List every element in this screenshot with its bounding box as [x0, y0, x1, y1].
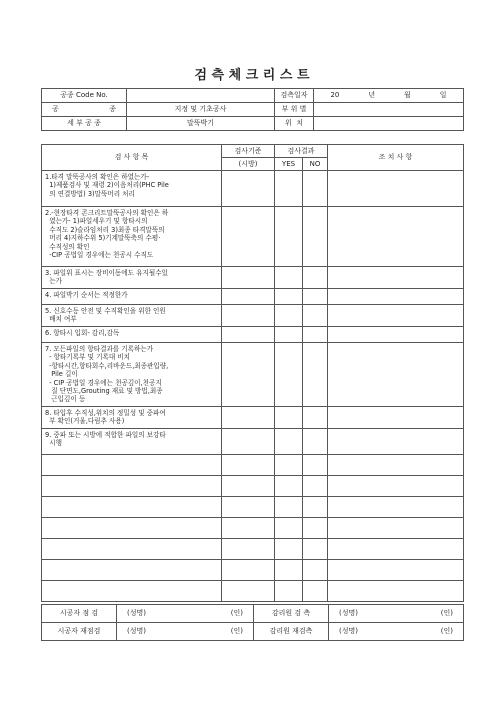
supervisor-reinspect-seal: (인): [440, 627, 453, 635]
check-action-cell[interactable]: [328, 289, 464, 305]
check-no-cell[interactable]: [303, 454, 328, 475]
check-no-cell[interactable]: [303, 496, 328, 517]
check-yes-cell[interactable]: [275, 428, 303, 454]
header-info-table: [41, 88, 464, 131]
supervisor-inspect-name: (성명): [339, 609, 358, 617]
col-header-standard-sub: (시방): [222, 158, 275, 171]
contractor-recheck-name: (성명): [127, 627, 146, 635]
check-yes-cell[interactable]: [275, 207, 303, 267]
col-header-result: 검사결과: [275, 145, 328, 158]
date-year-unit: 년: [368, 91, 376, 99]
table-row: [42, 289, 464, 305]
check-yes-cell[interactable]: [275, 517, 303, 538]
signature-table: [41, 604, 464, 641]
contractor-check-sign[interactable]: [117, 605, 254, 623]
part-label: 부 위 별: [275, 103, 314, 117]
check-yes-cell[interactable]: [275, 343, 303, 407]
check-action-cell[interactable]: [328, 327, 464, 343]
check-no-cell[interactable]: [303, 406, 328, 428]
check-yes-cell[interactable]: [275, 580, 303, 601]
page-title: 검 측 체 크 리 스 트: [194, 68, 310, 83]
supervisor-inspect-seal: (인): [440, 609, 453, 617]
check-yes-cell[interactable]: [275, 171, 303, 207]
check-no-cell[interactable]: [303, 428, 328, 454]
check-standard-cell[interactable]: [222, 454, 275, 475]
check-action-cell[interactable]: [328, 428, 464, 454]
check-no-cell[interactable]: [303, 559, 328, 580]
check-standard-cell[interactable]: [222, 517, 275, 538]
table-row: [42, 538, 464, 559]
check-action-cell[interactable]: [328, 207, 464, 267]
location-label: 위 치: [275, 117, 314, 131]
check-action-cell[interactable]: [328, 343, 464, 407]
check-standard-cell[interactable]: [222, 428, 275, 454]
contractor-recheck-label: 시공자 재점검: [42, 623, 117, 641]
table-row: [42, 207, 464, 267]
check-item: [42, 559, 222, 580]
check-item: 6. 항타시 입회- 감리,감독: [42, 327, 222, 343]
check-yes-cell[interactable]: [275, 538, 303, 559]
col-header-standard: 검사기준: [222, 145, 275, 158]
check-item: 5. 신호수등 안전 및 수직확인을 위한 인원 배치 여부: [42, 305, 222, 327]
contractor-check-label: 시공자 점 검: [42, 605, 117, 623]
date-month-unit: 월: [404, 91, 411, 99]
check-standard-cell[interactable]: [222, 305, 275, 327]
date-value[interactable]: [314, 89, 464, 103]
table-row: [42, 406, 464, 428]
check-yes-cell[interactable]: [275, 289, 303, 305]
table-row: [42, 517, 464, 538]
col-header-action: 조 치 사 항: [328, 145, 464, 171]
check-action-cell[interactable]: [328, 406, 464, 428]
contractor-check-name: (성명): [127, 609, 146, 617]
check-standard-cell[interactable]: [222, 327, 275, 343]
check-no-cell[interactable]: [303, 580, 328, 601]
table-row: [42, 327, 464, 343]
check-no-cell[interactable]: [303, 327, 328, 343]
check-action-cell[interactable]: [328, 496, 464, 517]
table-row: [42, 171, 464, 207]
table-row: [42, 305, 464, 327]
table-row: [42, 496, 464, 517]
subtrade-label: 세 부 공 종: [42, 117, 127, 131]
check-action-cell[interactable]: [328, 305, 464, 327]
check-action-cell[interactable]: [328, 580, 464, 601]
check-no-cell[interactable]: [303, 343, 328, 407]
table-row: [42, 267, 464, 289]
trade-value: 지정 및 기초공사: [127, 103, 275, 117]
check-item: 3. 파일위 표시는 장비이동에도 유지될수있 는가: [42, 267, 222, 289]
check-standard-cell[interactable]: [222, 496, 275, 517]
check-item: 7. 모든파일의 항타결과를 기록하는가 - 항타기록부 및 기록대 비치 -항타시간,항타회수,리바운드,최종관입량, Pile 길이 - CIP 공법일 경우에는 천공깊이,천공지 질 단면도,Grouting 재료 및 방법,최종 근입깊이 등: [42, 343, 222, 407]
supervisor-reinspect-name: (성명): [339, 627, 358, 635]
check-action-cell[interactable]: [328, 454, 464, 475]
check-action-cell[interactable]: [328, 559, 464, 580]
check-yes-cell[interactable]: [275, 305, 303, 327]
supervisor-inspect-label: 감리원 검 측: [254, 605, 329, 623]
check-standard-cell[interactable]: [222, 580, 275, 601]
check-yes-cell[interactable]: [275, 406, 303, 428]
check-standard-cell[interactable]: [222, 207, 275, 267]
check-standard-cell[interactable]: [222, 343, 275, 407]
check-no-cell[interactable]: [303, 538, 328, 559]
check-yes-cell[interactable]: [275, 327, 303, 343]
check-item: 8. 타입후 수직성,위치의 정밀성 및 중파여 부 확인(거울,다림추 사용): [42, 406, 222, 428]
check-no-cell[interactable]: [303, 171, 328, 207]
col-header-item: 검 사 항 목: [42, 145, 222, 171]
table-row: [42, 559, 464, 580]
check-no-cell[interactable]: [303, 207, 328, 267]
check-item: [42, 538, 222, 559]
check-item: [42, 475, 222, 496]
subtrade-value: 말뚝박기: [127, 117, 275, 131]
table-row: [42, 475, 464, 496]
check-yes-cell[interactable]: [275, 267, 303, 289]
check-item: 4. 파일박기 순서는 적정한가: [42, 289, 222, 305]
date-label: 검측일자: [275, 89, 314, 103]
trade-label: 공 종: [42, 103, 127, 117]
check-standard-cell[interactable]: [222, 475, 275, 496]
check-action-cell[interactable]: [328, 517, 464, 538]
check-standard-cell[interactable]: [222, 289, 275, 305]
check-item: [42, 496, 222, 517]
contractor-recheck-seal: (인): [230, 627, 243, 635]
supervisor-reinspect-label: 감리원 재검측: [254, 623, 329, 641]
check-no-cell[interactable]: [303, 289, 328, 305]
check-yes-cell[interactable]: [275, 475, 303, 496]
check-item: 9. 중파 또는 시방에 적합한 파일의 보강타 시행: [42, 428, 222, 454]
date-day-unit: 일: [439, 91, 447, 99]
check-item: [42, 517, 222, 538]
check-action-cell[interactable]: [328, 538, 464, 559]
part-value[interactable]: [314, 103, 464, 117]
location-value[interactable]: [314, 117, 464, 131]
check-standard-cell[interactable]: [222, 559, 275, 580]
contractor-recheck-sign[interactable]: [117, 623, 254, 641]
check-standard-cell[interactable]: [222, 406, 275, 428]
inspection-checklist-table: [41, 144, 464, 602]
date-year: 20: [330, 91, 340, 99]
check-yes-cell[interactable]: [275, 454, 303, 475]
table-row: [42, 580, 464, 601]
table-row: [42, 454, 464, 475]
col-header-yes: YES: [275, 158, 303, 171]
check-yes-cell[interactable]: [275, 496, 303, 517]
code-label: 공종 Code No.: [42, 89, 127, 103]
check-item: [42, 454, 222, 475]
code-value[interactable]: [127, 89, 275, 103]
col-header-no: NO: [303, 158, 328, 171]
check-no-cell[interactable]: [303, 305, 328, 327]
supervisor-reinspect-sign[interactable]: [329, 623, 464, 641]
check-item: 2.-현장타격 콘크리트말뚝공사의 확인은 하 였는가- 1)파일세우기 및 항타시의 수직도 2)슬라임처리 3)최종 타격말뚝의 머리 4)지하수위 5)기계말뚝축의 수평· 수직성의 확인 -CIP 공법일 경우에는 천공시 수직도: [42, 207, 222, 267]
check-no-cell[interactable]: [303, 267, 328, 289]
check-no-cell[interactable]: [303, 517, 328, 538]
table-row: [42, 343, 464, 407]
check-action-cell[interactable]: [328, 475, 464, 496]
check-standard-cell[interactable]: [222, 538, 275, 559]
check-action-cell[interactable]: [328, 171, 464, 207]
check-standard-cell[interactable]: [222, 267, 275, 289]
check-item: 1.타격 말뚝공사의 확인은 하였는가- 1)제품검사 및 재령 2)이음처리(PHC Pile 의 연결방법) 3)말뚝머리 처리: [42, 171, 222, 207]
table-row: [42, 428, 464, 454]
supervisor-inspect-sign[interactable]: [329, 605, 464, 623]
contractor-check-seal: (인): [230, 609, 243, 617]
check-standard-cell[interactable]: [222, 171, 275, 207]
check-no-cell[interactable]: [303, 475, 328, 496]
check-item: [42, 580, 222, 601]
check-yes-cell[interactable]: [275, 559, 303, 580]
check-action-cell[interactable]: [328, 267, 464, 289]
